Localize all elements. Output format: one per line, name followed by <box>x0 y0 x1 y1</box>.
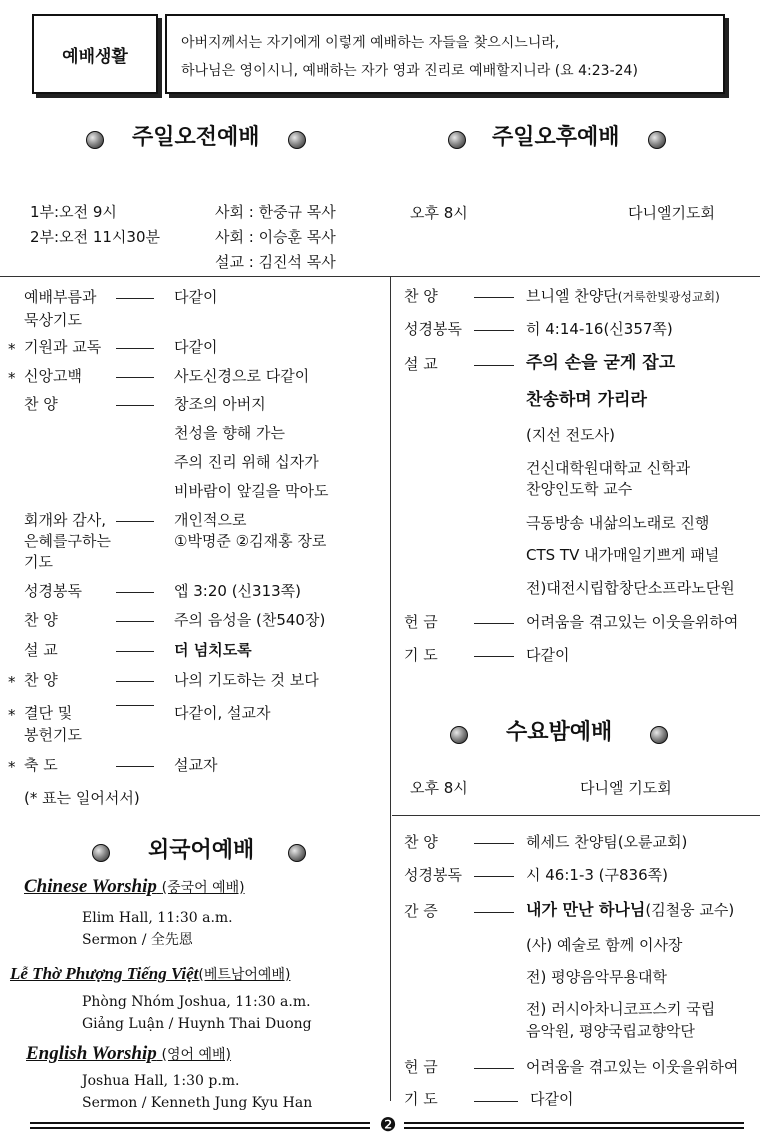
order-value: 비바람이 앞길을 막아도 <box>174 482 329 500</box>
order-value: 다같이 <box>174 288 218 306</box>
order-dash <box>116 348 154 349</box>
order-dash <box>474 876 514 877</box>
order-label: 찬 양 <box>24 611 58 629</box>
chinese-worship-title-ko: (중국어 예배) <box>161 880 245 896</box>
order-dash <box>474 656 514 657</box>
order-dash <box>116 592 154 593</box>
speaker-bio: 극동방송 내삶의노래로 진행 <box>526 514 710 532</box>
sermon-title: 주의 손을 굳게 잡고 <box>526 353 676 373</box>
order-label: 간 증 <box>404 902 438 920</box>
order-label: 봉헌기도 <box>24 726 82 744</box>
order-dash <box>474 297 514 298</box>
testimony-title: 내가 만난 하나님 <box>526 900 646 919</box>
footer-rule-right <box>404 1122 744 1129</box>
afternoon-time: 오후 8시 <box>410 204 468 222</box>
bullet-icon <box>648 131 666 149</box>
order-value: 어려움을 겪고있는 이웃을위하여 <box>526 613 739 631</box>
bullet-icon <box>450 726 468 744</box>
order-label: 성경봉독 <box>404 866 462 884</box>
afternoon-title-text: 주일오후예배 <box>492 125 620 150</box>
leader2: 사회 : 이승훈 목사 <box>215 228 336 246</box>
standing-note: (* 표는 일어서서) <box>24 789 140 807</box>
wednesday-group: 다니엘 기도회 <box>580 779 672 797</box>
order-label: 찬 양 <box>404 287 438 305</box>
order-value: 주의 진리 위해 십자가 <box>174 453 319 471</box>
order-label: 결단 및 <box>24 704 73 722</box>
leader1: 사회 : 한중규 목사 <box>215 203 336 221</box>
testimony-speaker: (김철웅 교수) <box>645 901 735 919</box>
order-value: 히 4:14-16(신357쪽) <box>526 320 673 338</box>
wednesday-title <box>450 720 680 750</box>
order-value: 시 46:1-3 (구836쪽) <box>526 866 668 884</box>
order-label: 묵상기도 <box>24 311 82 329</box>
chinese-worship-heading <box>24 876 245 898</box>
speaker-bio: 전) 러시아차니코프스키 국립 <box>526 1000 716 1018</box>
order-dash <box>116 705 154 706</box>
order-label: 찬 양 <box>404 833 438 851</box>
separator-line <box>392 815 760 816</box>
order-dash <box>474 843 514 844</box>
order-value: 다같이 <box>174 338 218 356</box>
order-dash <box>474 623 514 624</box>
order-label: 성경봉독 <box>24 582 82 600</box>
order-dash <box>116 521 154 522</box>
order-value: 사도신경으로 다같이 <box>174 367 310 385</box>
order-value: 엡 3:20 (신313쪽) <box>174 582 302 600</box>
order-label: 헌 금 <box>404 1058 438 1076</box>
order-star: * <box>8 706 16 724</box>
foreign-title-text: 외국어예배 <box>148 838 255 863</box>
order-value: ①박명준 ②김재홍 장로 <box>174 532 327 550</box>
order-label: 기 도 <box>404 646 438 664</box>
order-star: * <box>8 369 16 387</box>
separator-line <box>0 276 760 277</box>
preacher: 설교 : 김진석 목사 <box>215 253 336 271</box>
order-dash <box>474 912 514 913</box>
order-label: 기 도 <box>404 1090 438 1108</box>
order-value <box>526 901 734 919</box>
vietnamese-worship-place: Phòng Nhóm Joshua, 11:30 a.m. <box>82 994 311 1010</box>
header-label-box <box>32 14 158 94</box>
order-dash <box>116 405 154 406</box>
header-label: 예배생활 <box>62 46 128 67</box>
vietnamese-worship-heading <box>10 964 290 984</box>
order-star: * <box>8 673 16 691</box>
order-star: * <box>8 340 16 358</box>
afternoon-group: 다니엘기도회 <box>628 204 715 222</box>
bullet-icon <box>288 131 306 149</box>
order-label: 신앙고백 <box>24 367 82 385</box>
foreign-title <box>92 838 332 868</box>
morning-title <box>86 125 316 155</box>
order-value: 창조의 아버지 <box>174 395 266 413</box>
order-dash <box>474 330 514 331</box>
service1-time: 1부:오전 9시 <box>30 203 117 221</box>
order-dash <box>116 298 154 299</box>
order-value: 주의 음성을 (찬540장) <box>174 611 326 629</box>
order-label: 기도 <box>24 553 53 571</box>
order-value: 다같이, 설교자 <box>174 704 271 722</box>
wednesday-title-text: 수요밤예배 <box>506 720 613 745</box>
order-label: 은혜를구하는 <box>24 532 111 550</box>
bullet-icon <box>92 844 110 862</box>
service2-time: 2부:오전 11시30분 <box>30 228 160 246</box>
speaker-bio: 음악원, 평양국립교향악단 <box>526 1022 695 1040</box>
speaker-bio: 전)대전시립합창단소프라노단원 <box>526 579 735 597</box>
chinese-worship-place: Elim Hall, 11:30 a.m. <box>82 910 233 926</box>
order-label: 축 도 <box>24 756 58 774</box>
order-label: 성경봉독 <box>404 320 462 338</box>
order-label: 예배부름과 <box>24 288 97 306</box>
order-dash <box>116 766 154 767</box>
order-value: 다같이 <box>526 646 570 664</box>
chinese-worship-sermon: Sermon / 全先恩 <box>82 932 193 948</box>
order-dash <box>474 365 514 366</box>
speaker: (지선 전도사) <box>526 426 615 444</box>
order-dash <box>474 1068 514 1069</box>
wednesday-time: 오후 8시 <box>410 779 468 797</box>
footer-rule-left <box>30 1122 370 1129</box>
order-value: 나의 기도하는 것 보다 <box>174 671 319 689</box>
page-number: ❷ <box>379 1114 397 1136</box>
english-worship-title-ko: (영어 예배) <box>161 1047 232 1063</box>
header-verse-line2: 하나님은 영이시니, 예배하는 자가 영과 진리로 예배할지니라 (요 4:23-24) <box>181 63 638 79</box>
english-worship-title: English Worship <box>26 1043 157 1064</box>
chinese-worship-title: Chinese Worship <box>24 876 157 897</box>
english-worship-heading <box>26 1043 231 1065</box>
order-dash <box>116 651 154 652</box>
bullet-icon <box>650 726 668 744</box>
order-dash <box>116 681 154 682</box>
order-value <box>526 287 720 306</box>
header-verse-box <box>165 14 725 94</box>
order-value: 다같이 <box>530 1090 574 1108</box>
english-worship-sermon: Sermon / Kenneth Jung Kyu Han <box>82 1095 313 1111</box>
order-star: * <box>8 758 16 776</box>
order-value: 개인적으로 <box>174 511 247 529</box>
bullet-icon <box>288 844 306 862</box>
vietnamese-worship-sermon: Giảng Luận / Huynh Thai Duong <box>82 1016 312 1032</box>
speaker-bio: (사) 예술로 함께 이사장 <box>526 936 683 954</box>
order-value: 어려움을 겪고있는 이웃을위하여 <box>526 1058 739 1076</box>
order-value: 천성을 향해 가는 <box>174 424 285 442</box>
order-dash <box>474 1101 518 1102</box>
order-label: 기원과 교독 <box>24 338 102 356</box>
bullet-icon <box>86 131 104 149</box>
column-divider <box>390 276 391 1101</box>
speaker-bio: 건신대학원대학교 신학과 <box>526 459 691 477</box>
order-dash <box>116 377 154 378</box>
order-value: 설교자 <box>174 756 218 774</box>
vietnamese-worship-title-ko: (베트남어예배) <box>198 967 291 983</box>
speaker-bio: CTS TV 내가매일기쁘게 패널 <box>526 546 720 564</box>
order-value: 더 넘치도록 <box>174 641 252 659</box>
order-label: 찬 양 <box>24 671 58 689</box>
choir-name: 브니엘 찬양단 <box>526 287 618 305</box>
afternoon-title <box>448 125 678 155</box>
sermon-title-line2: 찬송하며 가리라 <box>526 390 647 410</box>
order-label: 회개와 감사, <box>24 511 106 529</box>
morning-title-text: 주일오전예배 <box>132 125 260 150</box>
order-label: 찬 양 <box>24 395 58 413</box>
order-label: 설 교 <box>404 355 438 373</box>
order-label: 헌 금 <box>404 613 438 631</box>
english-worship-place: Joshua Hall, 1:30 p.m. <box>82 1073 240 1089</box>
order-dash <box>116 621 154 622</box>
order-value: 헤세드 찬양팀(오륜교회) <box>526 833 688 851</box>
speaker-bio: 전) 평양음악무용대학 <box>526 968 668 986</box>
choir-church: (거룩한빛광성교회) <box>617 290 720 304</box>
bullet-icon <box>448 131 466 149</box>
order-label: 설 교 <box>24 641 58 659</box>
vietnamese-worship-title: Lễ Thờ Phượng Tiếng Việt <box>10 964 199 983</box>
header-verse-line1: 아버지께서는 자기에게 이렇게 예배하는 자들을 찾으시느니라, <box>181 35 560 51</box>
speaker-bio: 찬양인도학 교수 <box>526 480 633 498</box>
